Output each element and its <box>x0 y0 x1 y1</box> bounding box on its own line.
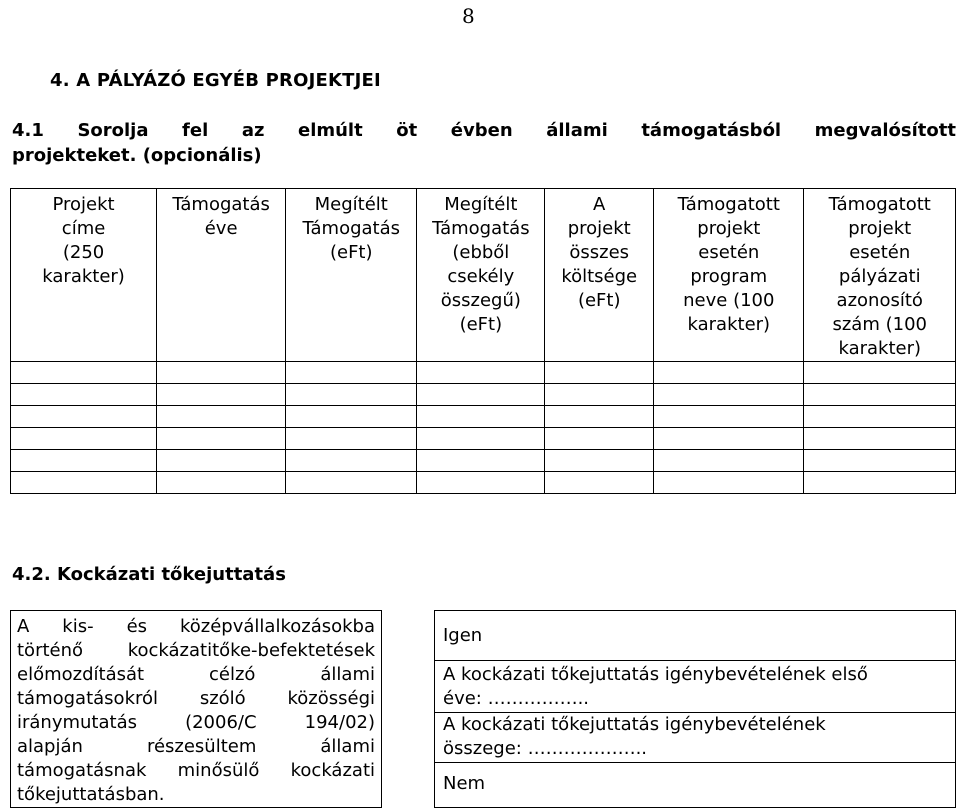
column-header-line: összegű) <box>440 290 521 311</box>
column-header-line: Támogatás <box>302 218 400 239</box>
table-cell[interactable] <box>417 428 545 450</box>
table-cell[interactable] <box>286 384 417 406</box>
column-header-line: szám (100 <box>832 314 927 335</box>
column-header-line: esetén <box>698 242 760 263</box>
column-header-line: projekt <box>567 218 631 239</box>
table-cell[interactable] <box>804 406 956 428</box>
amount-field[interactable] <box>435 713 955 763</box>
risk-capital-box <box>10 610 956 808</box>
table-cell[interactable] <box>417 406 545 428</box>
column-header-line: költsége <box>561 266 638 287</box>
table-row <box>11 406 956 428</box>
table-cell[interactable] <box>545 428 654 450</box>
column-header-line: karakter) <box>838 338 922 359</box>
subsection-4-2-title: 4.2. Kockázati tőkejuttatás <box>12 564 286 585</box>
instruction-word: Sorolja <box>77 120 149 141</box>
column-header-line: (ebből <box>452 242 510 263</box>
instruction-line-1 <box>12 118 956 143</box>
column-header-line: Támogatott <box>828 194 931 215</box>
table-cell[interactable] <box>804 428 956 450</box>
table-cell[interactable] <box>545 472 654 494</box>
statement-line: történő kockázatitőke-befektetések <box>17 640 375 661</box>
table-cell[interactable] <box>157 406 286 428</box>
table-cell[interactable] <box>654 406 804 428</box>
statement-line: iránymutatás (2006/C 194/02) <box>17 712 375 733</box>
column-header-line: esetén <box>849 242 911 263</box>
table-row <box>11 362 956 384</box>
column-header-line: Projekt <box>52 194 115 215</box>
column-header-line: Megítélt <box>314 194 388 215</box>
instruction-word: fel <box>182 120 209 141</box>
table-cell[interactable] <box>157 362 286 384</box>
subsection-4-1-instruction <box>12 118 956 168</box>
column-header-line: neve (100 <box>683 290 775 311</box>
column-header-line: éve <box>204 218 238 239</box>
instruction-word: 4.1 <box>12 120 44 141</box>
column-header-line: A <box>593 194 606 215</box>
table-cell[interactable] <box>654 384 804 406</box>
option-yes[interactable]: Igen <box>435 611 955 661</box>
amount-value: összege: ……………….. <box>443 738 648 759</box>
table-cell[interactable] <box>654 450 804 472</box>
statement-line: alapján részesültem állami <box>17 736 375 757</box>
column-header <box>804 189 956 362</box>
statement-line: tőkejuttatásban. <box>17 784 165 805</box>
table-cell[interactable] <box>11 450 157 472</box>
instruction-word: állami <box>546 120 608 141</box>
table-cell[interactable] <box>286 362 417 384</box>
instruction-word: elmúlt <box>297 120 363 141</box>
column-header-line: Támogatás <box>172 194 270 215</box>
column-header <box>157 189 286 362</box>
table-cell[interactable] <box>804 384 956 406</box>
table-cell[interactable] <box>654 472 804 494</box>
table-cell[interactable] <box>157 428 286 450</box>
column-header-line: karakter) <box>687 314 771 335</box>
instruction-line-2: projekteket. (opcionális) <box>12 145 262 166</box>
table-cell[interactable] <box>417 450 545 472</box>
column-header-line: Támogatás <box>432 218 530 239</box>
statement-line: támogatásokról szóló közösségi <box>17 688 375 709</box>
column-header-line: (250 <box>62 242 105 263</box>
statement-line: A kis- és középvállalkozásokba <box>17 616 375 637</box>
risk-capital-statement <box>10 610 382 808</box>
page-number: 8 <box>462 4 475 28</box>
column-header-line: Támogatott <box>677 194 780 215</box>
column-header-line: Megítélt <box>444 194 518 215</box>
first-year-value: éve: …………….. <box>443 688 590 709</box>
table-body <box>11 362 956 494</box>
table-cell[interactable] <box>804 450 956 472</box>
column-header <box>654 189 804 362</box>
table-cell[interactable] <box>545 406 654 428</box>
table-cell[interactable] <box>545 450 654 472</box>
table-cell[interactable] <box>286 428 417 450</box>
first-year-field[interactable] <box>435 661 955 713</box>
table-row <box>11 428 956 450</box>
projects-table <box>10 188 956 494</box>
amount-label: A kockázati tőkejuttatás igénybevételének <box>443 714 826 735</box>
column-header-line: pályázati <box>838 266 921 287</box>
column-header-line: összes <box>569 242 630 263</box>
column-header-line: projekt <box>848 218 912 239</box>
option-no[interactable]: Nem <box>443 773 486 794</box>
table-row <box>11 450 956 472</box>
column-header-line: karakter) <box>42 266 125 287</box>
table-cell[interactable] <box>11 384 157 406</box>
column-header-line: azonosító <box>836 290 923 311</box>
table-row <box>11 384 956 406</box>
table-cell[interactable] <box>286 406 417 428</box>
column-header-line: (eFt) <box>459 314 503 335</box>
instruction-word: évben <box>450 120 513 141</box>
column-header-line: címe <box>61 218 106 239</box>
table-cell[interactable] <box>417 472 545 494</box>
table-cell[interactable] <box>545 384 654 406</box>
table-cell[interactable] <box>804 472 956 494</box>
table-cell[interactable] <box>157 384 286 406</box>
instruction-word: támogatásból <box>641 120 782 141</box>
section-title: 4. A PÁLYÁZÓ EGYÉB PROJEKTJEI <box>50 70 381 91</box>
table-cell[interactable] <box>286 450 417 472</box>
table-cell[interactable] <box>804 362 956 384</box>
table-cell[interactable] <box>654 362 804 384</box>
column-header-line: projekt <box>697 218 761 239</box>
table-cell[interactable] <box>157 450 286 472</box>
column-header <box>417 189 545 362</box>
statement-line: támogatásnak minősülő kockázati <box>17 760 375 781</box>
column-header-line: (eFt) <box>577 290 621 311</box>
table-cell[interactable] <box>11 472 157 494</box>
table-cell[interactable] <box>11 428 157 450</box>
first-year-label: A kockázati tőkejuttatás igénybevételének első <box>443 664 868 685</box>
table-cell[interactable] <box>157 472 286 494</box>
column-header-line: (eFt) <box>329 242 373 263</box>
table-cell[interactable] <box>417 362 545 384</box>
table-row <box>11 472 956 494</box>
table-cell[interactable] <box>545 362 654 384</box>
column-header <box>545 189 654 362</box>
instruction-word: megvalósított <box>814 120 956 141</box>
table-cell[interactable] <box>286 472 417 494</box>
risk-capital-options <box>434 610 956 808</box>
table-cell[interactable] <box>654 428 804 450</box>
column-header <box>286 189 417 362</box>
column-header-line: csekély <box>447 266 515 287</box>
table-cell[interactable] <box>417 384 545 406</box>
table-cell[interactable] <box>11 362 157 384</box>
column-header <box>11 189 157 362</box>
table-cell[interactable] <box>11 406 157 428</box>
instruction-word: az <box>241 120 265 141</box>
column-header-line: program <box>690 266 768 287</box>
instruction-word: öt <box>396 120 418 141</box>
table-header-row <box>11 189 956 362</box>
statement-line: előmozdítását célzó állami <box>17 664 375 685</box>
